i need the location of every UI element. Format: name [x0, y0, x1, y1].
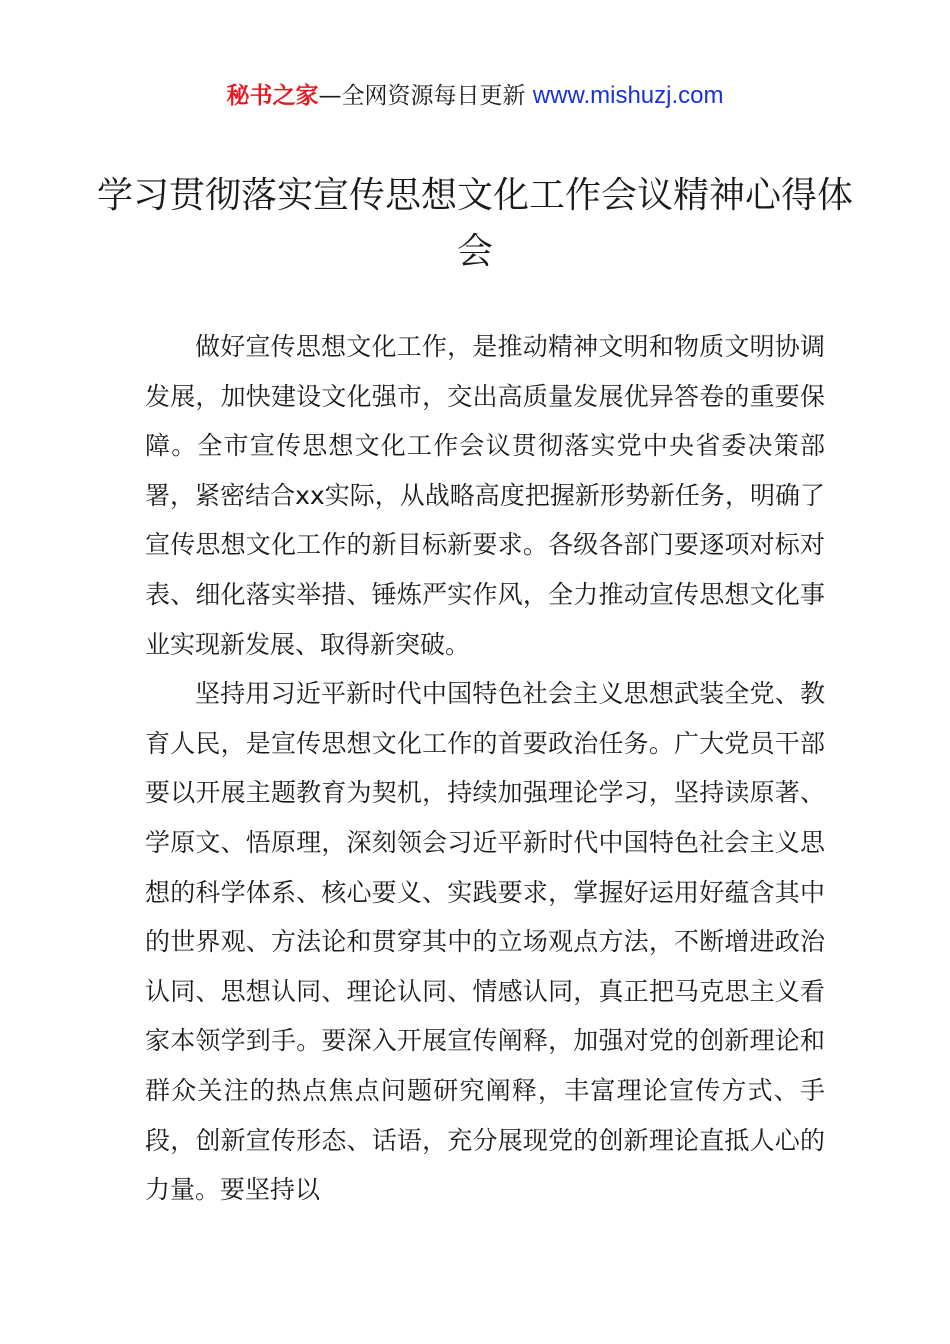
site-header [0, 80, 950, 112]
paragraph: 坚持用习近平新时代中国特色社会主义思想武装全党、教育人民，是宣传思想文化工作的首要政治任务。广大党员干部要以开展主题教育为契机，持续加强理论学习，坚持读原著、学原文、悟原理，深刻领会习近平新时代中国特色社会主义思想的科学体系、核心要义、实践要求，掌握好运用好蕴含其中的世界观、方法论和贯穿其中的立场观点方法，不断增进政治认同、思想认同、理论认同、情感认同，真正把马克思主义看家本领学到手。要深入开展宣传阐释，加强对党的创新理论和群众关注的热点焦点问题研究阐释，丰富理论宣传方式、手段，创新宣传形态、话语，充分展现党的创新理论直抵人心的力量。要坚持以 [145, 679, 825, 1205]
document-body [145, 322, 825, 1215]
paragraph: 做好宣传思想文化工作，是推动精神文明和物质文明协调发展，加快建设文化强市，交出高质量发展优异答卷的重要保障。全市宣传思想文化工作会议贯彻落实党中央省委决策部署，紧密结合xx实际，从战略高度把握新形势新任务，明确了宣传思想文化工作的新目标新要求。各级各部门要逐项对标对表、细化落实举措、锤炼严实作风，全力推动宣传思想文化事业实现新发展、取得新突破。 [145, 332, 825, 659]
document-title: 学习贯彻落实宣传思想文化工作会议精神心得体会 [96, 175, 853, 272]
site-url-link[interactable]: www.mishuzj.com [532, 82, 724, 109]
site-slogan: —全网资源每日更新 [318, 83, 533, 109]
brand-name: 秘书之家 [226, 83, 319, 109]
